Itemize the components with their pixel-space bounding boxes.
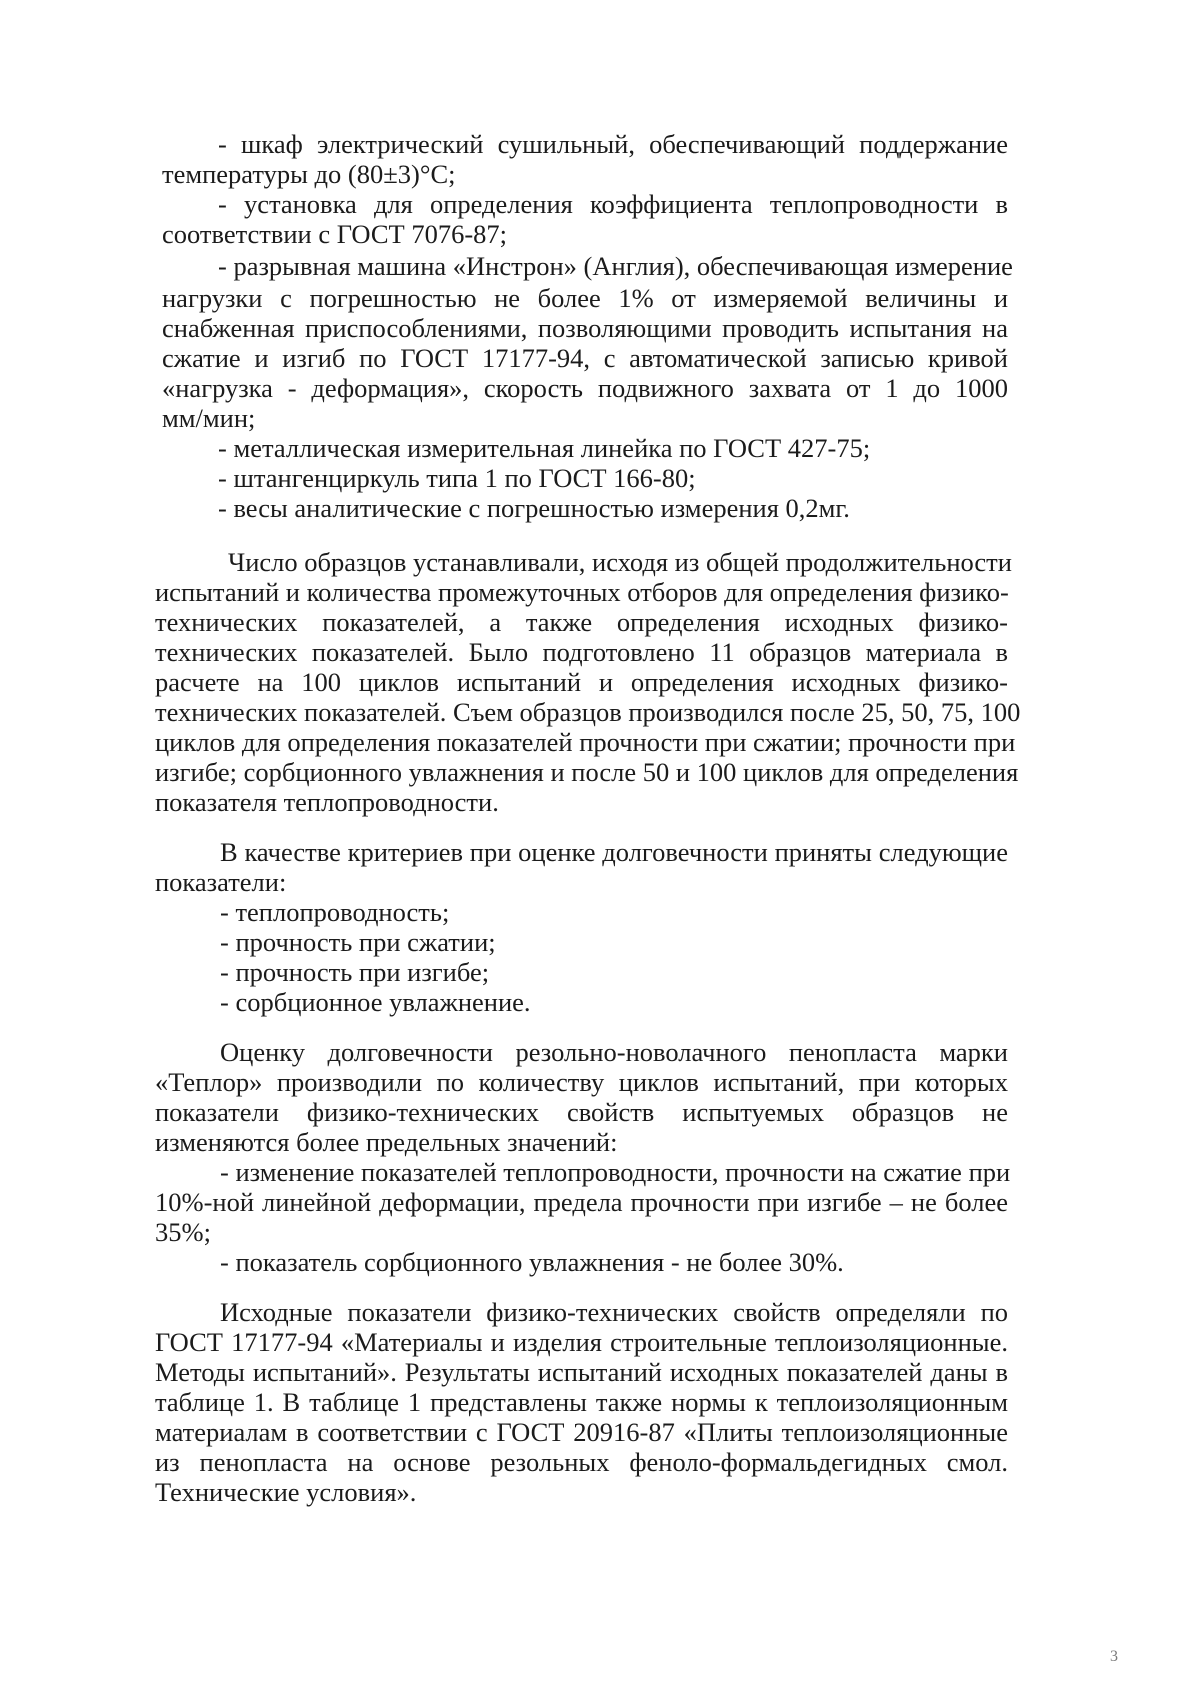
text-line: - штангенциркуль типа 1 по ГОСТ 166-80;: [218, 463, 696, 493]
text-line: - изменение показателей теплопроводности, прочности на сжатие при: [220, 1157, 1011, 1187]
text-line: из пенопласта на основе резольных феноло-формальдегидных смол.: [155, 1447, 1008, 1477]
text-line: «Теплор» производили по количеству циклов испытаний, при которых: [155, 1067, 1008, 1097]
text-line: материалам в соответствии с ГОСТ 20916-87 «Плиты теплоизоляционные: [155, 1417, 1008, 1447]
text-line: испытаний и количества промежуточных отборов для определения физико-: [155, 577, 1009, 607]
text-line: сжатие и изгиб по ГОСТ 17177-94, с автоматической записью кривой: [162, 343, 1008, 373]
text-line: - теплопроводность;: [220, 897, 450, 927]
text-line: Методы испытаний». Результаты испытаний исходных показателей даны в: [155, 1357, 1008, 1387]
text-line: - металлическая измерительная линейка по ГОСТ 427-75;: [218, 433, 871, 463]
text-line: технических показателей. Съем образцов производился после 25, 50, 75, 100: [155, 697, 1021, 727]
text-line: Исходные показатели физико-технических свойств определяли по: [220, 1297, 1008, 1327]
text-line: «нагрузка - деформация», скорость подвижного захвата от 1 до 1000: [162, 373, 1008, 403]
text-line: - показатель сорбционного увлажнения - не более 30%.: [220, 1247, 844, 1277]
text-line: Число образцов устанавливали, исходя из общей продолжительности: [228, 547, 1012, 577]
text-line: - весы аналитические с погрешностью измерения 0,2мг.: [218, 493, 850, 523]
page-number: 3: [1110, 1648, 1118, 1665]
text-line: В качестве критериев при оценке долговечности приняты следующие: [220, 837, 1008, 867]
text-line: показатели:: [155, 867, 287, 897]
text-line: 10%-ной линейной деформации, предела прочности при изгибе – не более: [155, 1187, 1008, 1217]
text-line: технических показателей. Было подготовлено 11 образцов материала в: [155, 637, 1008, 667]
text-line: - прочность при изгибе;: [220, 957, 490, 987]
text-line: расчете на 100 циклов испытаний и определения исходных физико-: [155, 667, 1008, 697]
text-line: температуры до (80±3)°С;: [162, 159, 456, 189]
text-line: снабженная приспособлениями, позволяющими проводить испытания на: [162, 313, 1008, 343]
text-line: - разрывная машина «Инстрон» (Англия), обеспечивающая измерение: [218, 251, 1013, 281]
text-line: технических показателей, а также определения исходных физико-: [155, 607, 1008, 637]
text-line: - сорбционное увлажнение.: [220, 987, 531, 1017]
text-line: - прочность при сжатии;: [220, 927, 496, 957]
text-line: таблице 1. В таблице 1 представлены также нормы к теплоизоляционным: [155, 1387, 1008, 1417]
text-line: - установка для определения коэффициента теплопроводности в: [218, 189, 1008, 219]
text-line: нагрузки с погрешностью не более 1% от измеряемой величины и: [162, 283, 1008, 313]
text-line: показателя теплопроводности.: [155, 787, 499, 817]
text-line: изгибе; сорбционного увлажнения и после 50 и 100 циклов для определения: [155, 757, 1019, 787]
text-line: Технические условия».: [155, 1477, 417, 1507]
text-line: мм/мин;: [162, 403, 256, 433]
text-line: показатели физико-технических свойств испытуемых образцов не: [155, 1097, 1008, 1127]
text-line: циклов для определения показателей прочности при сжатии; прочности при: [155, 727, 1016, 757]
text-line: соответствии с ГОСТ 7076-87;: [162, 219, 508, 249]
text-line: изменяются более предельных значений:: [155, 1127, 618, 1157]
text-line: - шкаф электрический сушильный, обеспечивающий поддержание: [218, 129, 1008, 159]
text-line: 35%;: [155, 1217, 211, 1247]
text-line: Оценку долговечности резольно-новолачного пенопласта марки: [220, 1037, 1008, 1067]
text-line: ГОСТ 17177-94 «Материалы и изделия строительные теплоизоляционные.: [155, 1327, 1008, 1357]
